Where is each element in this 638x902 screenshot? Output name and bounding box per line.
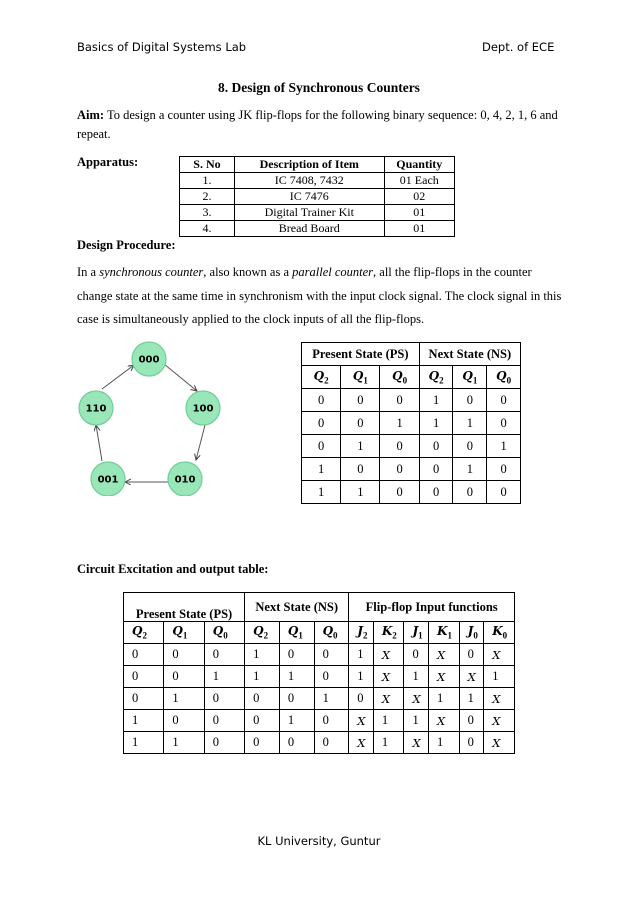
apparatus-row bbox=[180, 205, 455, 221]
column-symbol: Q bbox=[313, 368, 325, 383]
state-node-label: 001 bbox=[97, 474, 119, 486]
design-procedure-text bbox=[77, 261, 567, 332]
excitation-cell: 1 bbox=[349, 644, 374, 666]
apparatus-header: S. No bbox=[180, 157, 235, 173]
state-cell: 1 bbox=[302, 458, 341, 481]
excitation-cell: 1 bbox=[124, 732, 164, 754]
column-header bbox=[164, 622, 204, 644]
excitation-table bbox=[123, 592, 515, 754]
column-subscript: 2 bbox=[392, 630, 397, 641]
excitation-cell: 1 bbox=[404, 666, 429, 688]
excitation-cell: 0 bbox=[204, 644, 244, 666]
excitation-cell: 0 bbox=[204, 710, 244, 732]
column-subscript: 0 bbox=[502, 630, 508, 641]
column-subscript: 0 bbox=[473, 630, 478, 641]
column-subscript: 1 bbox=[472, 375, 478, 386]
excitation-cell: X bbox=[404, 688, 429, 710]
column-header bbox=[124, 622, 164, 644]
column-header bbox=[341, 366, 380, 389]
page-title: 8. Design of Synchronous Counters bbox=[218, 80, 420, 95]
excitation-cell: 1 bbox=[373, 732, 404, 754]
excitation-cell: X bbox=[484, 732, 515, 754]
column-header bbox=[404, 622, 429, 644]
excitation-cell: 0 bbox=[314, 710, 349, 732]
column-header bbox=[302, 366, 341, 389]
footer: KL University, Guntur bbox=[257, 834, 381, 848]
excitation-cell: 0 bbox=[314, 666, 349, 688]
text-run: , also known as a bbox=[203, 265, 293, 279]
column-symbol: Q bbox=[496, 368, 507, 383]
excitation-cell: 0 bbox=[204, 688, 244, 710]
excitation-cell: 1 bbox=[245, 644, 280, 666]
state-cell: 0 bbox=[302, 412, 341, 435]
apparatus-cell: IC 7408, 7432 bbox=[234, 173, 384, 189]
transition-arrow bbox=[196, 425, 205, 460]
excitation-cell: 0 bbox=[124, 688, 164, 710]
column-header bbox=[380, 366, 419, 389]
apparatus-cell: 01 bbox=[384, 221, 454, 237]
apparatus-header: Description of Item bbox=[234, 157, 384, 173]
excitation-cell: 0 bbox=[459, 732, 484, 754]
column-symbol: J bbox=[412, 624, 419, 639]
column-header bbox=[484, 622, 515, 644]
column-subscript: 2 bbox=[263, 630, 269, 641]
column-symbol: J bbox=[357, 624, 363, 639]
column-symbol: J bbox=[467, 624, 474, 639]
excitation-cell: 0 bbox=[279, 644, 314, 666]
excitation-cell: 0 bbox=[245, 732, 280, 754]
column-header bbox=[453, 366, 487, 389]
excitation-cell: 1 bbox=[429, 688, 460, 710]
excitation-cell: 0 bbox=[124, 644, 164, 666]
state-cell: 1 bbox=[341, 481, 380, 504]
state-cell: 1 bbox=[302, 481, 341, 504]
column-symbol: Q bbox=[352, 368, 364, 383]
excitation-cell: X bbox=[349, 732, 374, 754]
apparatus-table bbox=[179, 156, 455, 237]
excitation-cell: 1 bbox=[404, 710, 429, 732]
excitation-cell: 0 bbox=[164, 710, 204, 732]
apparatus-label: Apparatus: bbox=[77, 155, 139, 169]
state-table-row bbox=[302, 481, 521, 504]
state-cell: 0 bbox=[487, 389, 521, 412]
state-cell: 1 bbox=[453, 412, 487, 435]
column-subscript: 1 bbox=[363, 375, 368, 386]
state-cell: 0 bbox=[453, 435, 487, 458]
state-table-row bbox=[302, 435, 521, 458]
column-header bbox=[204, 622, 244, 644]
excitation-cell: X bbox=[429, 666, 460, 688]
column-symbol: K bbox=[492, 624, 503, 639]
column-symbol: Q bbox=[392, 368, 403, 383]
state-cell: 0 bbox=[453, 389, 487, 412]
apparatus-cell: 02 bbox=[384, 189, 454, 205]
excitation-cell: 1 bbox=[373, 710, 404, 732]
column-subscript: 1 bbox=[447, 630, 452, 641]
apparatus-cell: 3. bbox=[180, 205, 235, 221]
excitation-row bbox=[124, 732, 515, 754]
excitation-cell: 1 bbox=[459, 688, 484, 710]
text-run: In a bbox=[77, 265, 100, 279]
excitation-row bbox=[124, 644, 515, 666]
state-cell: 0 bbox=[380, 389, 419, 412]
excitation-cell: 0 bbox=[204, 732, 244, 754]
state-diagram bbox=[72, 336, 232, 496]
aim-paragraph bbox=[77, 106, 565, 144]
excitation-row bbox=[124, 666, 515, 688]
excitation-cell: X bbox=[484, 688, 515, 710]
column-symbol: Q bbox=[212, 624, 224, 639]
excitation-cell: X bbox=[429, 644, 460, 666]
state-cell: 0 bbox=[419, 435, 453, 458]
column-subscript: 1 bbox=[298, 630, 303, 641]
next-state-header: Next State (NS) bbox=[419, 343, 520, 366]
state-cell: 0 bbox=[453, 481, 487, 504]
text-run: , all the flip-flops in the counter change state at the same time in synchronism with the input clock signal. The clock signal in this case is simultaneously applied to the clock inputs of all the flip-flops. bbox=[77, 265, 562, 326]
aim-label: Aim: bbox=[77, 108, 105, 122]
column-header bbox=[487, 366, 521, 389]
state-cell: 0 bbox=[380, 481, 419, 504]
apparatus-cell: 01 bbox=[384, 205, 454, 221]
apparatus-cell: IC 7476 bbox=[234, 189, 384, 205]
state-cell: 0 bbox=[487, 458, 521, 481]
state-node-label: 000 bbox=[138, 354, 160, 366]
apparatus-row bbox=[180, 189, 455, 205]
excitation-cell: X bbox=[373, 666, 404, 688]
excitation-cell: 1 bbox=[484, 666, 515, 688]
column-subscript: 2 bbox=[324, 375, 329, 386]
header-right: Dept. of ECE bbox=[482, 40, 555, 54]
column-subscript: 0 bbox=[506, 375, 512, 386]
column-subscript: 1 bbox=[182, 630, 188, 641]
column-symbol: K bbox=[437, 624, 448, 639]
state-cell: 0 bbox=[419, 481, 453, 504]
ex-present-state-header: Present State (PS) bbox=[124, 593, 245, 622]
state-cell: 0 bbox=[302, 435, 341, 458]
column-header bbox=[279, 622, 314, 644]
excitation-cell: X bbox=[373, 688, 404, 710]
aim-text: To design a counter using JK flip-flops for the following binary sequence: 0, 4, 2, 1, 6 and repeat. bbox=[77, 108, 558, 141]
excitation-cell: 0 bbox=[124, 666, 164, 688]
apparatus-row bbox=[180, 173, 455, 189]
excitation-cell: 0 bbox=[245, 688, 280, 710]
excitation-cell: 0 bbox=[279, 688, 314, 710]
column-subscript: 2 bbox=[439, 375, 444, 386]
state-cell: 0 bbox=[487, 481, 521, 504]
excitation-cell: 1 bbox=[164, 732, 204, 754]
excitation-cell: X bbox=[484, 644, 515, 666]
apparatus-cell: 2. bbox=[180, 189, 235, 205]
state-table bbox=[301, 342, 521, 504]
excitation-cell: 1 bbox=[164, 688, 204, 710]
state-cell: 1 bbox=[453, 458, 487, 481]
apparatus-cell: 01 Each bbox=[384, 173, 454, 189]
column-subscript: 0 bbox=[402, 375, 408, 386]
excitation-cell: 0 bbox=[349, 688, 374, 710]
excitation-cell: 0 bbox=[245, 710, 280, 732]
text-run: parallel counter bbox=[292, 265, 374, 279]
apparatus-cell: Bread Board bbox=[234, 221, 384, 237]
column-header bbox=[314, 622, 349, 644]
excitation-cell: 1 bbox=[245, 666, 280, 688]
column-symbol: Q bbox=[462, 368, 473, 383]
excitation-cell: X bbox=[484, 710, 515, 732]
excitation-cell: 0 bbox=[279, 732, 314, 754]
excitation-cell: X bbox=[349, 710, 374, 732]
state-cell: 1 bbox=[487, 435, 521, 458]
excitation-cell: 1 bbox=[429, 732, 460, 754]
text-run: synchronous counter bbox=[99, 265, 204, 279]
apparatus-cell: Digital Trainer Kit bbox=[234, 205, 384, 221]
excitation-cell: X bbox=[404, 732, 429, 754]
state-table-row bbox=[302, 412, 521, 435]
column-header bbox=[245, 622, 280, 644]
design-procedure-label: Design Procedure: bbox=[77, 238, 176, 252]
column-subscript: 2 bbox=[362, 630, 368, 641]
column-header bbox=[419, 366, 453, 389]
transition-arrow bbox=[102, 365, 134, 389]
excitation-cell: X bbox=[459, 666, 484, 688]
excitation-cell: 0 bbox=[404, 644, 429, 666]
apparatus-header: Quantity bbox=[384, 157, 454, 173]
excitation-cell: 0 bbox=[314, 644, 349, 666]
column-symbol: Q bbox=[172, 624, 183, 639]
column-symbol: Q bbox=[287, 624, 299, 639]
column-symbol: Q bbox=[428, 368, 440, 383]
present-state-header: Present State (PS) bbox=[302, 343, 420, 366]
column-subscript: 1 bbox=[418, 630, 423, 641]
state-node-label: 010 bbox=[174, 474, 196, 486]
excitation-cell: 1 bbox=[124, 710, 164, 732]
excitation-cell: 1 bbox=[349, 666, 374, 688]
state-cell: 0 bbox=[419, 458, 453, 481]
excitation-cell: 0 bbox=[314, 732, 349, 754]
column-header bbox=[459, 622, 484, 644]
excitation-cell: 0 bbox=[459, 644, 484, 666]
column-symbol: Q bbox=[253, 624, 264, 639]
column-header bbox=[373, 622, 404, 644]
state-cell: 0 bbox=[341, 389, 380, 412]
column-subscript: 0 bbox=[223, 630, 228, 641]
column-symbol: Q bbox=[322, 624, 334, 639]
apparatus-cell: 4. bbox=[180, 221, 235, 237]
excitation-cell: 1 bbox=[204, 666, 244, 688]
state-node-label: 110 bbox=[85, 403, 107, 415]
column-subscript: 2 bbox=[142, 630, 147, 641]
state-cell: 1 bbox=[380, 412, 419, 435]
excitation-cell: 1 bbox=[279, 666, 314, 688]
state-cell: 0 bbox=[380, 458, 419, 481]
column-subscript: 0 bbox=[333, 630, 338, 641]
apparatus-cell: 1. bbox=[180, 173, 235, 189]
excitation-row bbox=[124, 710, 515, 732]
transition-arrow bbox=[164, 364, 197, 391]
state-cell: 0 bbox=[380, 435, 419, 458]
state-cell: 1 bbox=[419, 389, 453, 412]
state-cell: 0 bbox=[341, 458, 380, 481]
column-symbol: K bbox=[381, 624, 393, 639]
state-cell: 0 bbox=[302, 389, 341, 412]
state-cell: 1 bbox=[341, 435, 380, 458]
excitation-cell: 0 bbox=[164, 666, 204, 688]
excitation-cell: 1 bbox=[314, 688, 349, 710]
excitation-cell: X bbox=[429, 710, 460, 732]
excitation-cell: 1 bbox=[279, 710, 314, 732]
state-table-row bbox=[302, 389, 521, 412]
excitation-heading: Circuit Excitation and output table: bbox=[77, 562, 269, 576]
column-header bbox=[349, 622, 374, 644]
excitation-cell: X bbox=[373, 644, 404, 666]
excitation-cell: 0 bbox=[459, 710, 484, 732]
column-header bbox=[429, 622, 460, 644]
excitation-row bbox=[124, 688, 515, 710]
ex-input-functions-header: Flip-flop Input functions bbox=[349, 593, 515, 622]
transition-arrow bbox=[96, 425, 102, 461]
ex-next-state-header: Next State (NS) bbox=[245, 593, 349, 622]
apparatus-row bbox=[180, 221, 455, 237]
state-cell: 0 bbox=[487, 412, 521, 435]
excitation-cell: 0 bbox=[164, 644, 204, 666]
state-cell: 1 bbox=[419, 412, 453, 435]
header-left: Basics of Digital Systems Lab bbox=[77, 40, 247, 54]
state-cell: 0 bbox=[341, 412, 380, 435]
state-node-label: 100 bbox=[192, 403, 214, 415]
column-symbol: Q bbox=[132, 624, 143, 639]
state-table-row bbox=[302, 458, 521, 481]
